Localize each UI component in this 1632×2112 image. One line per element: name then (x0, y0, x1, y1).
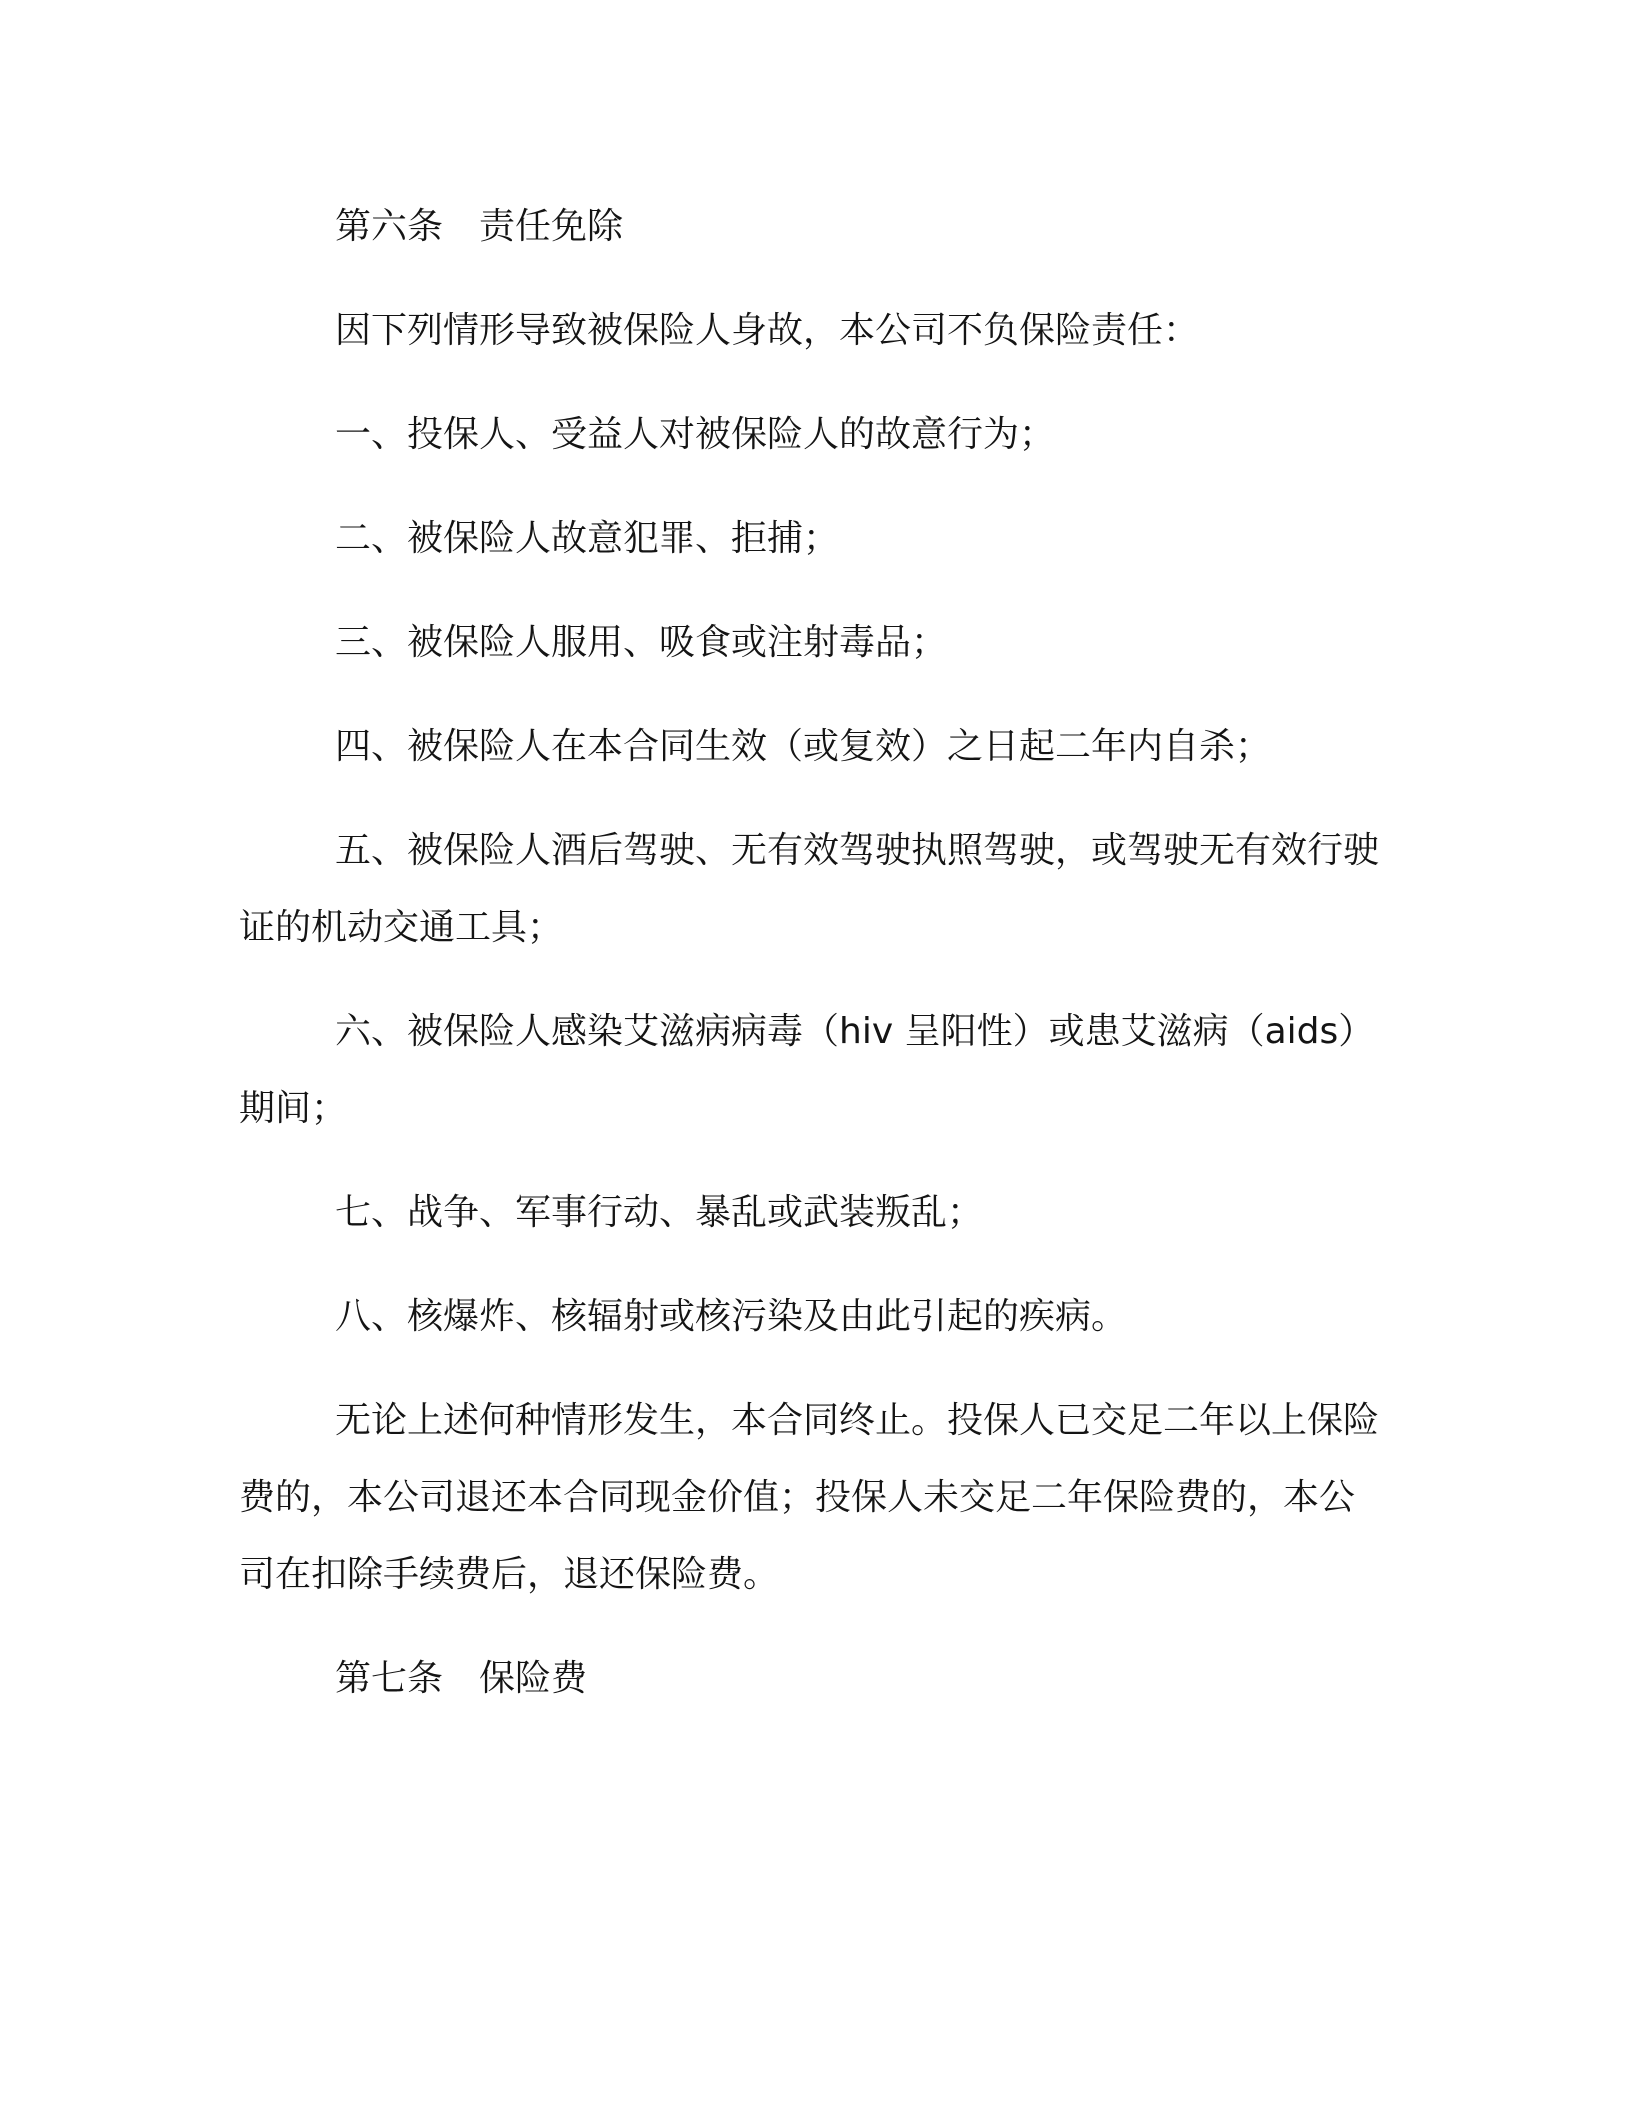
exclusion-item-3: 三、被保险人服用、吸食或注射毒品； (335, 622, 948, 663)
section-7-heading: 第七条 保险费 (335, 1658, 588, 1699)
exclusion-item-5: 五、被保险人酒后驾驶、无有效驾驶执照驾驶，或驾驶无有效行驶证的机动交通工具； (239, 830, 1380, 948)
exclusion-item-6: 六、被保险人感染艾滋病病毒（hiv 呈阳性）或患艾滋病（aids）期间； (239, 1011, 1375, 1129)
exclusion-item-1: 一、投保人、受益人对被保险人的故意行为； (335, 414, 1056, 455)
exclusion-item-4: 四、被保险人在本合同生效（或复效）之日起二年内自杀； (335, 726, 1272, 767)
exclusion-item-8: 八、核爆炸、核辐射或核污染及由此引起的疾病。 (335, 1296, 1128, 1337)
exclusion-conclusion: 无论上述何种情形发生，本合同终止。投保人已交足二年以上保险费的，本公司退还本合同现金价值；投保人未交足二年保险费的，本公司在扣除手续费后，退还保险费。 (239, 1400, 1380, 1595)
exclusion-intro: 因下列情形导致被保险人身故，本公司不负保险责任： (335, 310, 1200, 351)
exclusion-item-2: 二、被保险人故意犯罪、拒捕； (335, 518, 840, 559)
section-6-heading: 第六条 责任免除 (335, 206, 624, 247)
exclusion-item-7: 七、战争、军事行动、暴乱或武装叛乱； (335, 1192, 984, 1233)
document-body (239, 188, 1379, 1744)
